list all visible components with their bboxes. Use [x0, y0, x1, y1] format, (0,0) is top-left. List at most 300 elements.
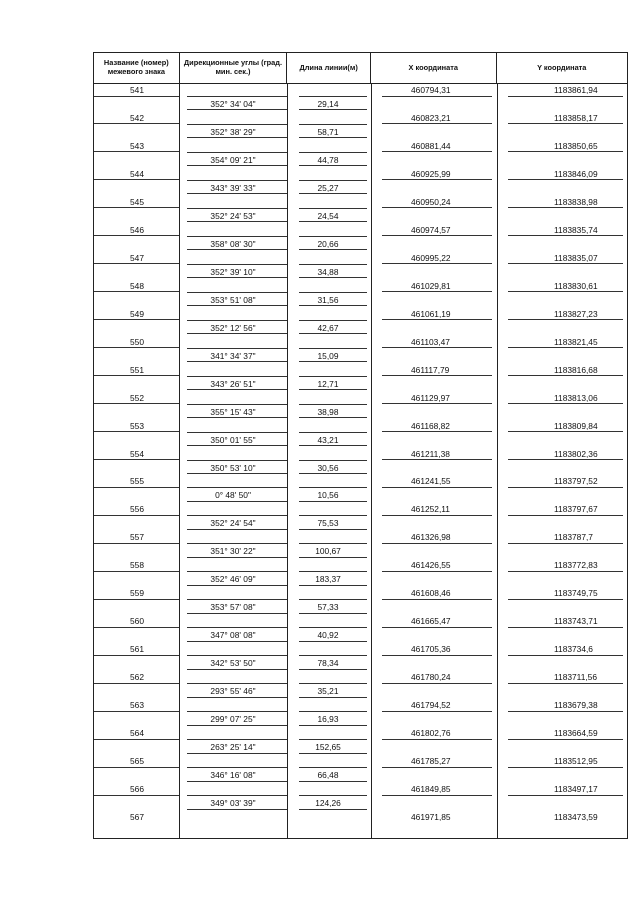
directional-angle: 342° 53' 50" — [210, 658, 256, 669]
row-line — [94, 179, 179, 180]
x-coordinate: 460794,31 — [411, 85, 451, 95]
directional-angle: 343° 26' 51" — [210, 378, 256, 389]
row-line — [508, 683, 623, 684]
x-coordinate: 461785,27 — [411, 756, 451, 767]
directional-angle: 352° 24' 54" — [210, 518, 256, 529]
segment-line — [187, 249, 287, 250]
segment-line — [299, 193, 367, 194]
y-coordinate: 1183846,09 — [554, 168, 598, 179]
point-name: 553 — [130, 420, 144, 431]
y-coordinate: 1183827,23 — [554, 308, 598, 319]
segment-line — [187, 739, 287, 740]
segment-line — [187, 165, 287, 166]
row-line — [508, 627, 623, 628]
row-line — [508, 459, 623, 460]
row-line — [508, 711, 623, 712]
segment-line — [299, 557, 367, 558]
row-line — [94, 207, 179, 208]
x-coordinate: 460823,21 — [411, 112, 451, 123]
point-name: 556 — [130, 504, 144, 515]
row-line — [94, 795, 179, 796]
segment-line — [299, 613, 367, 614]
directional-angle: 352° 12' 56" — [210, 322, 256, 333]
row-line — [94, 459, 179, 460]
header-length: Длина линии(м) — [287, 53, 371, 83]
point-name: 544 — [130, 168, 144, 179]
row-line — [508, 179, 623, 180]
y-coordinate: 1183861,94 — [554, 85, 598, 95]
point-name: 565 — [130, 756, 144, 767]
line-length: 44,78 — [317, 154, 339, 165]
row-line — [508, 151, 623, 152]
point-name: 559 — [130, 588, 144, 599]
segment-line — [299, 809, 367, 810]
line-length: 42,67 — [317, 322, 339, 333]
row-line — [382, 795, 492, 796]
x-coordinate: 461971,85 — [411, 812, 451, 823]
row-line — [94, 347, 179, 348]
coordinates-table — [93, 52, 628, 839]
point-name: 561 — [130, 644, 144, 655]
segment-line — [187, 781, 287, 782]
line-length: 43,21 — [317, 434, 339, 445]
table-header — [93, 52, 628, 84]
segment-line — [187, 571, 287, 572]
row-line — [382, 96, 492, 97]
directional-angle: 352° 46' 09" — [210, 574, 256, 585]
directional-angle: 349° 03' 39" — [210, 798, 256, 809]
point-name: 542 — [130, 112, 144, 123]
row-line — [94, 711, 179, 712]
line-length: 57,33 — [317, 602, 339, 613]
row-line — [382, 431, 492, 432]
point-name: 560 — [130, 616, 144, 627]
segment-line — [299, 473, 367, 474]
directional-angle: 263° 25' 14" — [210, 742, 256, 753]
segment-line — [299, 109, 367, 110]
directional-angle: 347° 08' 08" — [210, 630, 256, 641]
directional-angle: 351° 30' 22" — [210, 546, 256, 557]
line-length: 152,65 — [315, 742, 341, 753]
row-line — [94, 571, 179, 572]
segment-line — [187, 305, 287, 306]
segment-line — [299, 599, 367, 600]
y-coordinate: 1183809,84 — [554, 420, 598, 431]
row-line — [382, 403, 492, 404]
segment-line — [187, 417, 287, 418]
segment-line — [299, 781, 367, 782]
segment-line — [299, 725, 367, 726]
point-name: 558 — [130, 560, 144, 571]
segment-line — [187, 264, 287, 265]
row-line — [382, 347, 492, 348]
x-coordinate: 461061,19 — [411, 308, 451, 319]
x-coordinate: 461326,98 — [411, 532, 451, 543]
row-line — [94, 431, 179, 432]
row-line — [382, 515, 492, 516]
y-coordinate: 1183711,56 — [554, 672, 598, 683]
segment-line — [299, 348, 367, 349]
segment-line — [187, 137, 287, 138]
segment-line — [299, 320, 367, 321]
y-coordinate: 1183797,52 — [554, 476, 598, 487]
line-length: 40,92 — [317, 630, 339, 641]
segment-line — [187, 627, 287, 628]
y-coordinate: 1183816,68 — [554, 364, 598, 375]
line-length: 10,56 — [317, 490, 339, 501]
segment-line — [299, 683, 367, 684]
segment-line — [187, 795, 287, 796]
segment-line — [187, 348, 287, 349]
line-length: 183,37 — [315, 574, 341, 585]
segment-line — [187, 641, 287, 642]
line-length: 58,71 — [317, 126, 339, 137]
x-coordinate: 461029,81 — [411, 280, 451, 291]
y-coordinate: 1183749,75 — [554, 588, 598, 599]
segment-line — [187, 543, 287, 544]
segment-line — [299, 767, 367, 768]
row-line — [94, 235, 179, 236]
column-divider — [371, 84, 372, 838]
segment-line — [299, 460, 367, 461]
segment-line — [187, 669, 287, 670]
x-coordinate: 461802,76 — [411, 728, 451, 739]
row-line — [94, 319, 179, 320]
segment-line — [299, 627, 367, 628]
row-line — [508, 207, 623, 208]
segment-line — [187, 376, 287, 377]
segment-line — [187, 725, 287, 726]
x-coordinate: 460995,22 — [411, 252, 451, 263]
segment-line — [187, 585, 287, 586]
column-divider — [497, 84, 498, 838]
row-line — [508, 655, 623, 656]
segment-line — [299, 264, 367, 265]
row-line — [382, 739, 492, 740]
row-line — [382, 235, 492, 236]
line-length: 16,93 — [317, 714, 339, 725]
segment-line — [299, 361, 367, 362]
table-body — [93, 84, 628, 839]
directional-angle: 341° 34' 37" — [210, 350, 256, 361]
y-coordinate: 1183734,6 — [554, 644, 593, 655]
row-line — [508, 347, 623, 348]
row-line — [382, 263, 492, 264]
row-line — [508, 263, 623, 264]
segment-line — [187, 277, 287, 278]
y-coordinate: 1183743,71 — [554, 616, 598, 627]
row-line — [508, 767, 623, 768]
directional-angle: 343° 39' 33" — [210, 182, 256, 193]
row-line — [382, 207, 492, 208]
point-name: 563 — [130, 700, 144, 711]
x-coordinate: 461241,55 — [411, 476, 451, 487]
segment-line — [187, 613, 287, 614]
line-length: 30,56 — [317, 462, 339, 473]
segment-line — [187, 445, 287, 446]
row-line — [94, 627, 179, 628]
segment-line — [299, 137, 367, 138]
segment-line — [299, 432, 367, 433]
segment-line — [299, 180, 367, 181]
segment-line — [299, 753, 367, 754]
line-length: 31,56 — [317, 294, 339, 305]
line-length: 12,71 — [317, 378, 339, 389]
row-line — [94, 151, 179, 152]
segment-line — [299, 376, 367, 377]
line-length: 35,21 — [317, 686, 339, 697]
row-line — [382, 599, 492, 600]
x-coordinate: 461211,38 — [411, 448, 450, 459]
row-line — [508, 543, 623, 544]
segment-line — [299, 221, 367, 222]
x-coordinate: 461794,52 — [411, 700, 451, 711]
segment-line — [187, 389, 287, 390]
row-line — [382, 459, 492, 460]
line-length: 20,66 — [317, 238, 339, 249]
row-line — [382, 655, 492, 656]
y-coordinate: 1183813,06 — [554, 392, 598, 403]
segment-line — [299, 333, 367, 334]
line-length: 15,09 — [317, 350, 339, 361]
line-length: 25,27 — [317, 182, 339, 193]
segment-line — [187, 361, 287, 362]
row-line — [94, 683, 179, 684]
segment-line — [299, 165, 367, 166]
column-divider — [287, 84, 288, 838]
segment-line — [187, 404, 287, 405]
directional-angle: 352° 39' 10" — [210, 266, 256, 277]
directional-angle: 352° 34' 04" — [210, 98, 256, 109]
segment-line — [299, 445, 367, 446]
segment-line — [299, 292, 367, 293]
segment-line — [299, 669, 367, 670]
point-name: 552 — [130, 392, 144, 403]
row-line — [508, 599, 623, 600]
segment-line — [187, 473, 287, 474]
x-coordinate: 461252,11 — [411, 504, 450, 515]
directional-angle: 346° 16' 08" — [210, 770, 256, 781]
directional-angle: 350° 01' 55" — [210, 434, 256, 445]
row-line — [508, 515, 623, 516]
segment-line — [299, 96, 367, 97]
y-coordinate: 1183838,98 — [554, 196, 598, 207]
y-coordinate: 1183772,83 — [554, 560, 598, 571]
segment-line — [187, 180, 287, 181]
segment-line — [299, 208, 367, 209]
row-line — [382, 123, 492, 124]
y-coordinate: 1183512,95 — [554, 756, 598, 767]
line-length: 78,34 — [317, 658, 339, 669]
segment-line — [187, 221, 287, 222]
segment-line — [299, 389, 367, 390]
row-line — [94, 487, 179, 488]
y-coordinate: 1183679,38 — [554, 700, 598, 711]
x-coordinate: 461849,85 — [411, 784, 451, 795]
segment-line — [187, 109, 287, 110]
point-name: 554 — [130, 448, 144, 459]
x-coordinate: 461129,97 — [411, 392, 450, 403]
segment-line — [299, 277, 367, 278]
point-name: 551 — [130, 364, 144, 375]
segment-line — [187, 152, 287, 153]
point-name: 555 — [130, 476, 144, 487]
segment-line — [187, 333, 287, 334]
point-name: 566 — [130, 784, 144, 795]
x-coordinate: 461780,24 — [411, 672, 451, 683]
y-coordinate: 1183787,7 — [554, 532, 593, 543]
directional-angle: 293° 55' 46" — [210, 686, 256, 697]
row-line — [94, 515, 179, 516]
row-line — [94, 123, 179, 124]
row-line — [382, 487, 492, 488]
line-length: 124,26 — [315, 798, 341, 809]
row-line — [94, 263, 179, 264]
segment-line — [299, 404, 367, 405]
x-coordinate: 460925,99 — [411, 168, 451, 179]
x-coordinate: 461608,46 — [411, 588, 451, 599]
segment-line — [299, 571, 367, 572]
row-line — [94, 291, 179, 292]
row-line — [94, 543, 179, 544]
line-length: 24,54 — [317, 210, 339, 221]
y-coordinate: 1183802,36 — [554, 448, 598, 459]
y-coordinate: 1183797,67 — [554, 504, 598, 515]
x-coordinate: 461168,82 — [411, 420, 450, 431]
x-coordinate: 461103,47 — [411, 336, 450, 347]
point-name: 548 — [130, 280, 144, 291]
segment-line — [299, 152, 367, 153]
row-line — [508, 375, 623, 376]
row-line — [382, 375, 492, 376]
directional-angle: 352° 38' 29" — [210, 126, 256, 137]
y-coordinate: 1183858,17 — [554, 112, 598, 123]
x-coordinate: 460974,57 — [411, 224, 451, 235]
header-y: Y координата — [537, 62, 587, 72]
segment-line — [299, 417, 367, 418]
point-name: 541 — [130, 85, 144, 95]
x-coordinate: 460881,44 — [411, 140, 451, 151]
row-line — [508, 431, 623, 432]
segment-line — [187, 557, 287, 558]
row-line — [382, 291, 492, 292]
x-coordinate: 461117,79 — [411, 364, 450, 375]
segment-line — [187, 753, 287, 754]
row-line — [508, 739, 623, 740]
row-line — [382, 151, 492, 152]
y-coordinate: 1183821,45 — [554, 336, 598, 347]
row-line — [382, 683, 492, 684]
row-line — [382, 767, 492, 768]
y-coordinate: 1183664,59 — [554, 728, 598, 739]
segment-line — [299, 739, 367, 740]
x-coordinate: 461665,47 — [411, 616, 451, 627]
row-line — [508, 571, 623, 572]
segment-line — [299, 236, 367, 237]
row-line — [382, 543, 492, 544]
segment-line — [187, 529, 287, 530]
row-line — [508, 123, 623, 124]
directional-angle: 353° 51' 08" — [210, 294, 256, 305]
point-name: 562 — [130, 672, 144, 683]
row-line — [94, 739, 179, 740]
segment-line — [187, 96, 287, 97]
row-line — [94, 767, 179, 768]
segment-line — [299, 697, 367, 698]
segment-line — [299, 795, 367, 796]
directional-angle: 299° 07' 25" — [210, 714, 256, 725]
segment-line — [187, 683, 287, 684]
segment-line — [299, 487, 367, 488]
point-name: 543 — [130, 140, 144, 151]
directional-angle: 355° 15' 43" — [210, 406, 256, 417]
directional-angle: 352° 24' 53" — [210, 210, 256, 221]
point-name: 547 — [130, 252, 144, 263]
x-coordinate: 461705,36 — [411, 644, 451, 655]
row-line — [508, 403, 623, 404]
segment-line — [299, 501, 367, 502]
segment-line — [187, 501, 287, 502]
segment-line — [299, 543, 367, 544]
segment-line — [299, 655, 367, 656]
point-name: 550 — [130, 336, 144, 347]
row-line — [94, 403, 179, 404]
row-line — [382, 627, 492, 628]
y-coordinate: 1183835,07 — [554, 252, 598, 263]
row-line — [94, 655, 179, 656]
segment-line — [299, 711, 367, 712]
row-line — [382, 571, 492, 572]
y-coordinate: 1183473,59 — [554, 812, 598, 823]
point-name: 545 — [130, 196, 144, 207]
line-length: 66,48 — [317, 770, 339, 781]
row-line — [508, 319, 623, 320]
segment-line — [187, 460, 287, 461]
segment-line — [187, 292, 287, 293]
row-line — [382, 711, 492, 712]
segment-line — [187, 320, 287, 321]
directional-angle: 353° 57' 08" — [210, 602, 256, 613]
column-divider — [179, 84, 180, 838]
x-coordinate: 461426,55 — [411, 560, 451, 571]
header-name: Название (номер) межевого знака — [94, 53, 180, 83]
segment-line — [187, 208, 287, 209]
segment-line — [299, 249, 367, 250]
line-length: 100,67 — [315, 546, 341, 557]
row-line — [94, 375, 179, 376]
segment-line — [187, 193, 287, 194]
row-line — [508, 96, 623, 97]
y-coordinate: 1183850,65 — [554, 140, 598, 151]
segment-line — [187, 515, 287, 516]
segment-line — [187, 809, 287, 810]
header-x: X координата — [371, 53, 497, 83]
line-length: 34,88 — [317, 266, 339, 277]
segment-line — [299, 529, 367, 530]
segment-line — [299, 641, 367, 642]
segment-line — [187, 487, 287, 488]
row-line — [508, 291, 623, 292]
point-name: 546 — [130, 224, 144, 235]
directional-angle: 350° 53' 10" — [210, 462, 256, 473]
x-coordinate: 460950,24 — [411, 196, 451, 207]
row-line — [382, 179, 492, 180]
directional-angle: 0° 48' 50" — [215, 490, 251, 501]
line-length: 75,53 — [317, 518, 339, 529]
segment-line — [299, 305, 367, 306]
line-length: 38,98 — [317, 406, 339, 417]
y-coordinate: 1183830,61 — [554, 280, 598, 291]
